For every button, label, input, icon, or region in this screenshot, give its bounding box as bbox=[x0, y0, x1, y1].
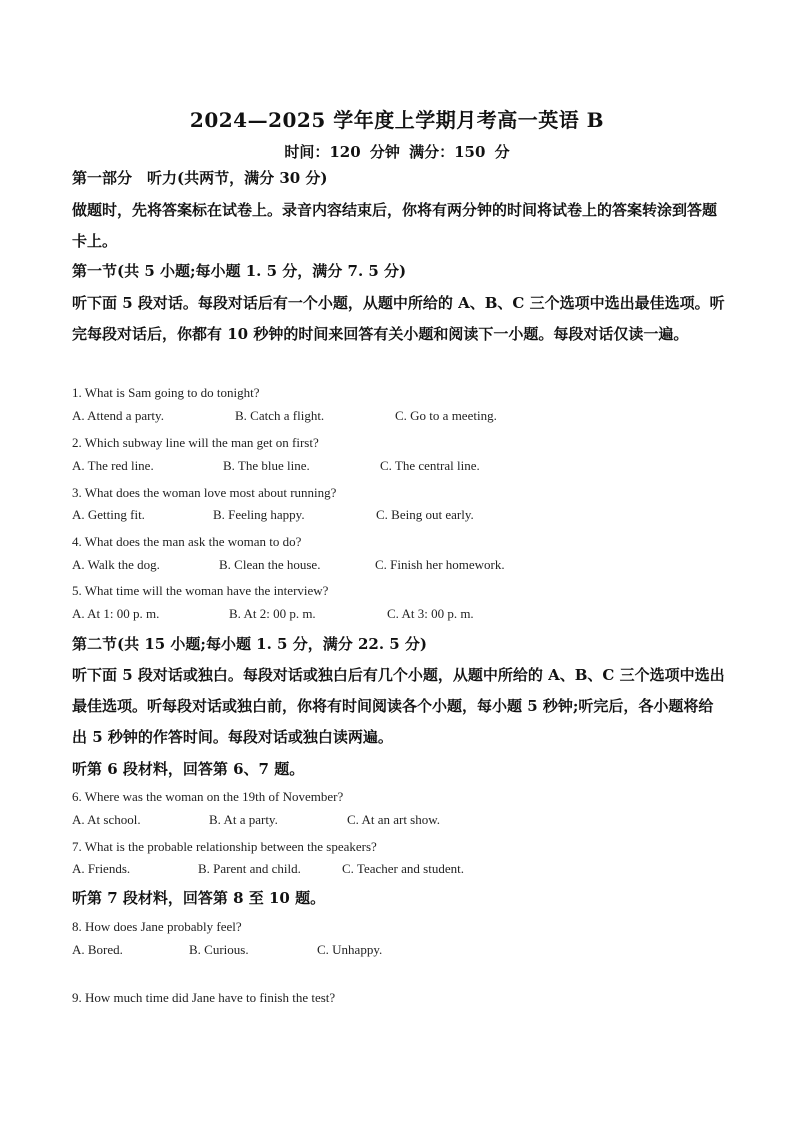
part1-instruction: 做题时，先将答案标在试卷上。录音内容结束后，你将有两分钟的时间将试卷上的答案转涂到答题卡上。 bbox=[72, 201, 718, 250]
question-6-options bbox=[72, 812, 692, 832]
option-a: A. At 1: 00 p. m. bbox=[72, 606, 160, 621]
question-4: 4. What does the man ask the woman to do? bbox=[72, 534, 302, 549]
option-a: A. At school. bbox=[72, 812, 141, 827]
exam-time-score: 时间：120 分钟 满分：150 分 bbox=[284, 143, 510, 161]
option-c: C. At an art show. bbox=[347, 812, 441, 827]
question-1: 1. What is Sam going to do tonight? bbox=[72, 385, 260, 400]
option-a: A. Bored. bbox=[72, 942, 123, 957]
question-2: 2. Which subway line will the man get on first? bbox=[72, 435, 319, 450]
option-c: C. Teacher and student. bbox=[342, 861, 464, 876]
question-1-options bbox=[72, 408, 692, 428]
material-7-heading: 听第 7 段材料，回答第 8 至 10 题。 bbox=[72, 889, 326, 907]
page-title: 2024—2025 学年度上学期月考高一英语 B bbox=[189, 108, 605, 132]
option-c: C. Unhappy. bbox=[317, 942, 383, 957]
option-c: C. The central line. bbox=[380, 458, 480, 473]
option-a: A. Walk the dog. bbox=[72, 557, 160, 572]
question-7-options bbox=[72, 861, 692, 881]
question-9: 9. How much time did Jane have to finish the test? bbox=[72, 990, 336, 1005]
option-c: C. At 3: 00 p. m. bbox=[387, 606, 474, 621]
option-b: B. Clean the house. bbox=[219, 557, 321, 572]
question-4-options bbox=[72, 557, 692, 577]
option-c: C. Being out early. bbox=[376, 507, 474, 522]
section1-heading: 第一节(共 5 小题;每小题 1. 5 分，满分 7. 5 分) bbox=[72, 262, 407, 280]
option-a: A. Attend a party. bbox=[72, 408, 164, 423]
question-3-options bbox=[72, 507, 692, 527]
section2-heading: 第二节(共 15 小题;每小题 1. 5 分，满分 22. 5 分) bbox=[72, 635, 428, 653]
question-5: 5. What time will the woman have the interview? bbox=[72, 583, 329, 598]
part1-heading: 第一部分 听力(共两节，满分 30 分) bbox=[72, 169, 328, 187]
question-3: 3. What does the woman love most about running? bbox=[72, 485, 337, 500]
question-5-options bbox=[72, 606, 692, 626]
option-b: B. Parent and child. bbox=[198, 861, 301, 876]
question-7: 7. What is the probable relationship between the speakers? bbox=[72, 839, 377, 854]
material-6-heading: 听第 6 段材料，回答第 6、7 题。 bbox=[72, 760, 305, 778]
option-b: B. Catch a flight. bbox=[235, 408, 325, 423]
question-2-options bbox=[72, 458, 692, 478]
section2-instruction: 听下面 5 段对话或独白。每段对话或独白后有几个小题，从题中所给的 A、B、C 三个选项中选出最佳选项。听每段对话或独白前，你将有时间阅读各个小题，每小题 5 秒钟;听完后，各小题将给出 5 秒钟的作答时间。每段对话或独白读两遍。 bbox=[72, 666, 725, 746]
option-a: A. The red line. bbox=[72, 458, 154, 473]
question-8: 8. How does Jane probably feel? bbox=[72, 919, 242, 934]
question-6: 6. Where was the woman on the 19th of November? bbox=[72, 789, 344, 804]
option-b: B. Feeling happy. bbox=[213, 507, 305, 522]
option-b: B. At 2: 00 p. m. bbox=[229, 606, 316, 621]
option-c: C. Go to a meeting. bbox=[395, 408, 497, 423]
option-a: A. Getting fit. bbox=[72, 507, 145, 522]
option-b: B. The blue line. bbox=[223, 458, 310, 473]
option-c: C. Finish her homework. bbox=[375, 557, 505, 572]
option-a: A. Friends. bbox=[72, 861, 131, 876]
section1-instruction: 听下面 5 段对话。每段对话后有一个小题，从题中所给的 A、B、C 三个选项中选出最佳选项。听完每段对话后，你都有 10 秒钟的时间来回答有关小题和阅读下一小题。每段对话仅读一遍。 bbox=[72, 294, 725, 343]
option-b: B. At a party. bbox=[209, 812, 278, 827]
question-8-options bbox=[72, 942, 692, 962]
option-b: B. Curious. bbox=[189, 942, 249, 957]
